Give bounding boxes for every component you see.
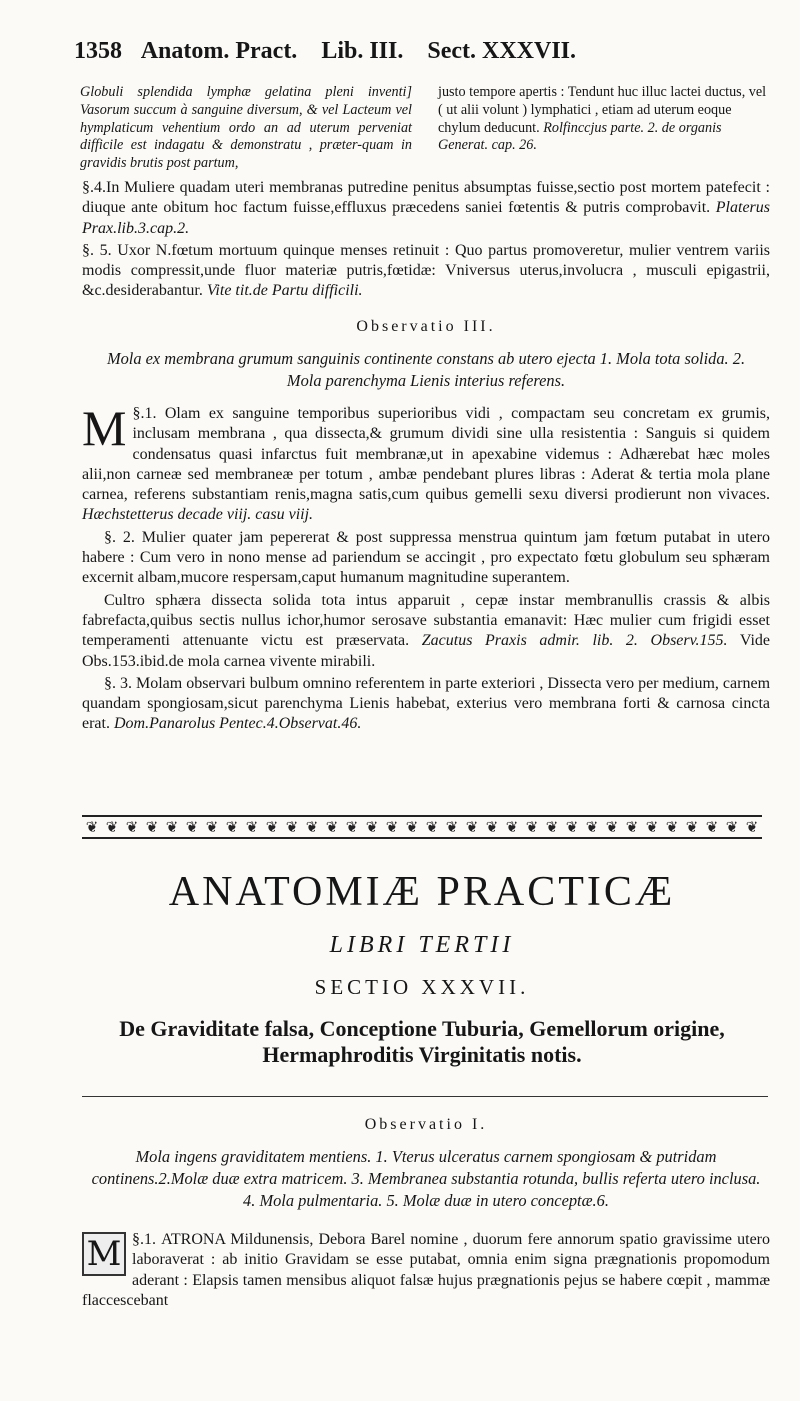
obs3-paragraph-2: §. 2. Mulier quater jam pepererat & post suppressa menstrua quintum jam fœtum putabat in utero habere : Cum vero in nono mense ad pariendum se accingit , pro expectato fœtu globulum seu sphæram excernit albam,mucore respersam,caput humanum magnitudine superantem. (82, 528, 770, 587)
observatio-1-summary: Mola ingens graviditatem mentiens. 1. Vterus ulceratus carnem spongiosam & putridam continens.2.Molæ duæ extra matricem. 3. Membranea substantia rotunda, bullis referta utero inclusa. 4. Mola pulmentaria. 5. Molæ duæ in utero conceptæ.6. (91, 1147, 761, 1210)
left-column (80, 84, 412, 173)
section-rule (82, 1096, 768, 1097)
fleuron-ornament: ❦ (385, 818, 399, 836)
fleuron-ornament: ❦ (685, 818, 699, 836)
fleuron-ornament: ❦ (425, 818, 439, 836)
fleuron-ornament: ❦ (405, 818, 419, 836)
right-column (438, 84, 770, 173)
fleuron-ornament: ❦ (205, 818, 219, 836)
fleuron-ornament: ❦ (545, 818, 559, 836)
page-number: 1358 (74, 38, 122, 64)
section-label: Sect. XXXVII. (427, 38, 577, 64)
fleuron-ornament: ❦ (445, 818, 459, 836)
observatio-1-heading: Observatio I. (364, 1116, 488, 1133)
fleuron-ornament: ❦ (605, 818, 619, 836)
left-column-text: Globuli splendida lymphæ gelatina pleni inventi] Vasorum succum à sanguine diversum, & vel Lacteum vel hymplaticum vehentium ordo an ad uterum perveniat difficile est indagatu & demonstratu , præter-quam in gravidis brutis post partum, (80, 84, 412, 172)
fleuron-ornament: ❦ (245, 818, 259, 836)
running-title: Anatom. Pract. (140, 38, 298, 64)
citation: Platerus Prax.lib.3.cap.2. (82, 199, 770, 237)
fleuron-ornament: ❦ (225, 818, 239, 836)
top-paragraphs (82, 178, 770, 304)
fleuron-ornament: ❦ (325, 818, 339, 836)
paragraph-5 (82, 241, 770, 302)
fleuron-ornament: ❦ (725, 818, 739, 836)
book-label: Lib. III. (321, 38, 404, 64)
fleuron-ornament: ❦ (645, 818, 659, 836)
observatio-3-heading: Observatio III. (356, 318, 496, 335)
fleuron-ornament: ❦ (125, 818, 139, 836)
paragraph-4 (82, 178, 770, 239)
citation: Vite tit.de Partu difficili. (206, 282, 363, 300)
section-title: SECTIO XXXVII. (314, 975, 530, 999)
fleuron-ornament: ❦ (345, 818, 359, 836)
obs3-paragraph-3 (82, 591, 770, 672)
citation: Dom.Panarolus Pentec.4.Observat.46. (113, 715, 362, 733)
paragraph-text: §. 3. Molam observari bulbum omnino referentem in parte exteriori , Dissecta vero per medium, carnem quandam spongiosam,sicut parenchyma Lienis habebat, exterius vero membrana forti & carnosa cincta erat. (82, 674, 771, 733)
section-mark: §.1. (132, 405, 157, 422)
top-two-column-notes (80, 84, 770, 173)
observatio-1-body (82, 1230, 770, 1313)
paragraph-text: Olam ex sanguine temporibus superioribus vidi , compactam seu concretam ex grumis, inclusam membrana , qua dissecta,& grumum dividi sine ulla resistentia : Sanguis si quidem condensatus quasi infarctus fuit membranæ,ut in apexabine videmus : Adhærebat hæc moles alii,non carneæ sed membraneæ per totum , ambæ pendebant plures libras : Aderat & tertia mola plane carnea, referens substantiam renis,magna satis,cum quibus gemelli sexu diversi prodierunt non vivaces. (82, 405, 771, 504)
fleuron-ornament: ❦ (465, 818, 479, 836)
fleuron-ornament: ❦ (585, 818, 599, 836)
fleuron-ornament: ❦ (745, 818, 759, 836)
paragraph-text: ATRONA Mildunensis, Debora Barel nomine , duorum fere annorum spatio gravissime utero laboraverat : ab initio Gravidam se esse putabat, omnia enim signa prægnationis propomodum aderant : Elapsis tamen mensibus aliquot falsæ hujus prægnationis pejus se habere cœpit , mammæ flaccescebant (82, 1231, 770, 1309)
book-subtitle: LIBRI TERTII (329, 932, 515, 958)
right-column-body: justo tempore apertis : Tendunt huc illuc lactei ductus, vel ( ut alii volunt ) lymphatici , etiam ad uterum eoque chylum deducunt. (438, 84, 767, 136)
fleuron-ornament: ❦ (305, 818, 319, 836)
obs1-paragraph-1 (82, 1230, 770, 1311)
fleuron-ornament: ❦ (485, 818, 499, 836)
fleuron-ornament: ❦ (105, 818, 119, 836)
fleuron-ornament: ❦ (665, 818, 679, 836)
fleuron-ornament: ❦ (285, 818, 299, 836)
book-title: ANATOMIÆ PRACTICÆ (168, 869, 676, 915)
section-subject: De Graviditate falsa, Conceptione Tuburia, Gemellorum origine, Hermaphroditis Virginitatis notis. (119, 1016, 725, 1067)
fleuron-ornament: ❦ (145, 818, 159, 836)
fleuron-ornament: ❦ (525, 818, 539, 836)
observatio-3-summary: Mola ex membrana grumum sanguinis continente constans ab utero ejecta 1. Mola tota solida. 2. Mola parenchyma Lienis interius referens. (106, 349, 746, 390)
ornamental-drop-cap: M (82, 1232, 126, 1276)
fleuron-ornament: ❦ (185, 818, 199, 836)
paragraph-text: §.4.In Muliere quadam uteri membranas putredine penitus absumptas fuisse,sectio post mortem patefecit : diuque ante obitum hoc factum fuisse,effluxus præcedens saniei fœtentis & putris comprobavit. (82, 179, 770, 217)
section-mark: §.1. (132, 1231, 156, 1248)
fleuron-ornament: ❦ (85, 818, 99, 836)
fleuron-ornament: ❦ (265, 818, 279, 836)
fleuron-ornament: ❦ (705, 818, 719, 836)
fleuron-ornament: ❦ (625, 818, 639, 836)
fleuron-ornament: ❦ (565, 818, 579, 836)
fleuron-ornament: ❦ (505, 818, 519, 836)
observatio-3-body (82, 400, 771, 737)
obs3-paragraph-4 (82, 674, 770, 735)
obs3-paragraph-1 (82, 400, 771, 526)
ornament-band (82, 815, 762, 839)
citation: Hæchstetterus decade viij. casu viij. (82, 506, 314, 524)
fleuron-ornament: ❦ (165, 818, 179, 836)
cross-reference: Vide Obs.153.ibid.de mola carnea vivente mirabili. (82, 632, 771, 670)
right-column-citation: Rolfinccjus parte. 2. de organis Generat. cap. 26. (438, 119, 722, 154)
paragraph-text: Cultro sphæra dissecta solida tota intus apparuit , cepæ instar membranullis crassis & albis fabrefacta,quibus sectis nullus ichor,humor serosave substantia emanavit: Hæc mulier cum frigidi esset temperamenti attenuante victu est præservata. (82, 591, 770, 650)
paragraph-text: §. 5. Uxor N.fœtum mortuum quinque menses retinuit : Quo partus promoveretur, mulier ventrem variis modis compressit,unde fluor materiæ putris,fœtidæ: Vniversus uterus,involucra , musculi epigastrii, &c.desiderabantur. (82, 241, 770, 300)
citation: Zacutus Praxis admir. lib. 2. Observ.155. (421, 632, 728, 650)
running-header (74, 38, 774, 65)
fleuron-ornament: ❦ (365, 818, 379, 836)
drop-cap: M (82, 400, 127, 456)
right-column-text (438, 84, 770, 155)
